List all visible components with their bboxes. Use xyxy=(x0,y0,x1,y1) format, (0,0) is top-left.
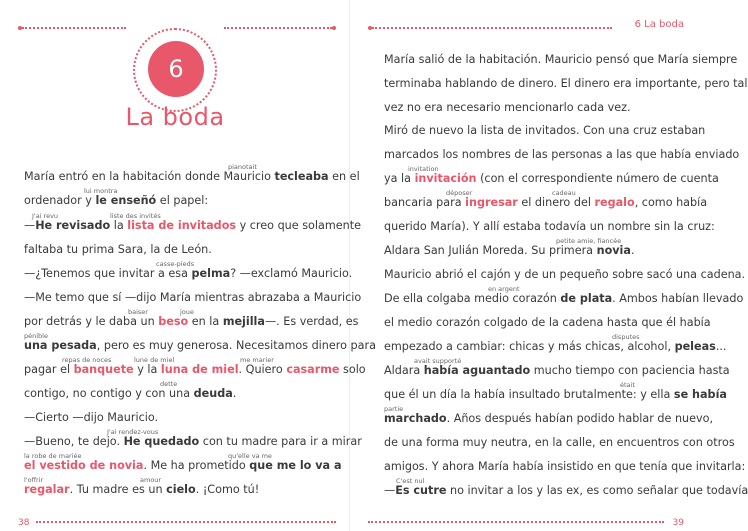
gloss-annotation: amour xyxy=(140,476,162,484)
text-line xyxy=(384,101,631,115)
vocabulary-word: había aguantado xyxy=(423,364,531,377)
text-run: en el xyxy=(328,170,360,183)
vocabulary-word: banquete xyxy=(73,363,134,376)
gloss-annotation: qu'elle va me xyxy=(228,452,272,460)
vocabulary-word: mejilla xyxy=(222,315,265,328)
vocabulary-word: regalo xyxy=(594,196,635,209)
text-run: el medio corazón colgado de la cadena hasta que él había xyxy=(384,316,711,329)
gloss-annotation: C'est nul xyxy=(396,477,425,485)
gloss-annotation: J'ai revu xyxy=(32,212,59,220)
vocabulary-word: lista de invitados xyxy=(127,219,237,232)
right-page xyxy=(350,0,748,531)
vocabulary-word: He quedado xyxy=(123,435,200,448)
text-run: solo xyxy=(339,363,366,376)
decorative-dotted-line xyxy=(368,521,664,523)
vocabulary-word: casarme xyxy=(286,363,340,376)
vocabulary-word: que me lo va a xyxy=(249,459,342,472)
text-line xyxy=(384,460,745,474)
text-run: empezado a cambiar: chicas y más chicas, alcohol, xyxy=(384,340,675,353)
gloss-annotation: déposer xyxy=(446,189,473,197)
text-run: amigos. Y ahora María había insistido en que tenía que invitarla: xyxy=(384,460,746,473)
text-run: no invitar a los y las ex, es como señalar que todavía xyxy=(446,484,748,497)
vocabulary-word: novia xyxy=(596,244,631,257)
text-run: . xyxy=(232,387,237,400)
text-line xyxy=(384,484,748,498)
text-run: — xyxy=(24,219,36,232)
vocabulary-word: luna de miel xyxy=(160,363,239,376)
text-run: pagar el xyxy=(24,363,74,376)
text-line xyxy=(24,194,208,208)
text-run: —Me temo que sí —dijo María mientras abrazaba a Mauricio xyxy=(24,291,362,304)
vocabulary-word: ingresar xyxy=(465,196,518,209)
gloss-annotation: disputes xyxy=(612,333,640,341)
vocabulary-word: regalar xyxy=(24,483,70,496)
vocabulary-word: el vestido de novia xyxy=(24,459,144,472)
text-run: por detrás y le daba un xyxy=(24,315,159,328)
text-run: la xyxy=(110,219,128,232)
gloss-annotation: petite amie, fiancée xyxy=(556,237,622,245)
text-line xyxy=(384,292,743,306)
gloss-annotation: liste des invités xyxy=(110,212,161,220)
text-line xyxy=(24,459,342,473)
vocabulary-word: He revisado xyxy=(35,219,111,232)
gloss-annotation: cadeau xyxy=(552,189,576,197)
text-line xyxy=(24,363,366,377)
text-run: que él un día la había insultado brutalmente: y ella xyxy=(384,388,674,401)
text-run: . Me ha prometido xyxy=(143,459,250,472)
gloss-annotation: me marier xyxy=(240,356,274,364)
gloss-annotation: lune de miel xyxy=(134,356,175,364)
text-run: (con el correspondiente número de cuenta xyxy=(476,172,719,185)
text-run: vez no era necesario mencionarlo cada vez. xyxy=(384,101,631,114)
gloss-annotation: pianotait xyxy=(228,163,257,171)
text-line xyxy=(384,388,727,402)
text-run: de una forma muy neutra, en la calle, en encuentros con otros xyxy=(384,436,735,449)
gloss-annotation: casse-pieds xyxy=(156,260,195,268)
text-run: , pero es muy generosa. Necesitamos dinero para xyxy=(96,339,376,352)
text-run: Mauricio abrió el cajón y de un pequeño sobre sacó una cadena. xyxy=(384,268,746,281)
text-run: mucho tiempo con paciencia hasta xyxy=(530,364,730,377)
vocabulary-word: le enseñó xyxy=(95,194,157,207)
text-line xyxy=(384,436,735,450)
gloss-annotation: partie xyxy=(384,405,404,413)
text-run: . ¡Como tú! xyxy=(195,483,260,496)
decorative-dot xyxy=(368,26,372,30)
text-line xyxy=(384,268,745,282)
text-line xyxy=(384,220,715,234)
text-line xyxy=(24,267,352,281)
vocabulary-word: deuda xyxy=(193,387,233,400)
text-line xyxy=(384,364,730,378)
page-number-left: 38 xyxy=(18,518,30,528)
decorative-dotted-line xyxy=(372,27,612,29)
vocabulary-word: invitación xyxy=(414,172,477,185)
text-run: De ella colgaba medio corazón xyxy=(384,292,561,305)
text-line xyxy=(384,77,748,91)
vocabulary-word: de plata xyxy=(560,292,613,305)
gloss-annotation: lui montra xyxy=(84,187,118,195)
text-line xyxy=(24,219,361,233)
text-line xyxy=(24,243,212,257)
vocabulary-word: cielo xyxy=(166,483,196,496)
gloss-annotation: en argent xyxy=(488,285,520,293)
vocabulary-word: pelma xyxy=(191,267,231,280)
text-run: —Cierto —dijo Mauricio. xyxy=(24,411,159,424)
text-run: bancaria para xyxy=(384,196,466,209)
text-run: ? —exclamó Mauricio. xyxy=(230,267,353,280)
chapter-number: 6 xyxy=(148,41,204,97)
text-run: y la xyxy=(133,363,161,376)
text-line xyxy=(24,291,361,305)
text-run: ... xyxy=(715,340,727,353)
text-line xyxy=(384,340,726,354)
text-line xyxy=(24,315,359,329)
running-header: 6 La boda xyxy=(634,19,684,30)
gloss-annotation: repas de noces xyxy=(62,356,112,364)
gloss-annotation: pénible xyxy=(24,332,48,340)
text-run: el papel: xyxy=(156,194,209,207)
text-line xyxy=(384,244,635,258)
text-run: María salió de la habitación. Mauricio pensó que María siempre xyxy=(384,53,738,66)
text-run: —¿Tenemos que invitar a esa xyxy=(24,267,192,280)
gloss-annotation: était xyxy=(620,381,635,389)
page-number-right: 39 xyxy=(672,518,684,528)
vocabulary-word: Es cutre xyxy=(395,484,447,497)
decorative-dotted-line xyxy=(224,27,332,29)
vocabulary-word: una pesada xyxy=(24,339,97,352)
gloss-annotation: avait supporté xyxy=(414,357,462,365)
vocabulary-word: marchado xyxy=(384,412,447,425)
text-run: ordenador y xyxy=(24,194,96,207)
text-run: . Ambos habían llevado xyxy=(612,292,744,305)
text-line xyxy=(24,411,158,425)
gloss-annotation: joue xyxy=(180,308,194,316)
text-line xyxy=(384,316,711,330)
text-run: —. Es verdad, es xyxy=(264,315,359,328)
decorative-dotted-line xyxy=(22,27,126,29)
text-run: el dinero del xyxy=(517,196,595,209)
decorative-dot xyxy=(332,26,336,30)
text-line xyxy=(384,53,737,67)
text-line xyxy=(24,483,259,497)
text-line xyxy=(384,412,713,426)
text-run: marcados los nombres de las personas a las que había enviado xyxy=(384,148,740,161)
chapter-title: La boda xyxy=(125,103,225,131)
gloss-annotation: baiser xyxy=(128,308,148,316)
text-run: faltaba tu prima Sara, la de León. xyxy=(24,243,212,256)
text-run: Aldara xyxy=(384,364,424,377)
text-line xyxy=(384,196,707,210)
decorative-dot xyxy=(18,26,22,30)
text-run: Miró de nuevo la lista de invitados. Con una cruz estaban xyxy=(384,124,706,137)
text-run: . xyxy=(630,244,635,257)
decorative-dotted-line xyxy=(36,521,336,523)
text-run: terminaba hablando de dinero. El dinero era importante, pero tal xyxy=(384,77,748,90)
text-run: — xyxy=(384,484,396,497)
gloss-annotation: invitation xyxy=(408,165,439,173)
text-run: ya la xyxy=(384,172,415,185)
gloss-annotation: la robe de mariée xyxy=(24,452,82,460)
text-line xyxy=(384,172,719,186)
text-run: con tu madre para ir a mirar xyxy=(199,435,362,448)
vocabulary-word: se había xyxy=(673,388,727,401)
text-run: . Años después habían podido hablar de nuevo, xyxy=(446,412,714,425)
gloss-annotation: l'offrir xyxy=(24,476,44,484)
text-line xyxy=(384,124,705,138)
text-run: contigo, no contigo y con una xyxy=(24,387,194,400)
gloss-annotation: J'ai rendez-vous xyxy=(107,428,159,436)
vocabulary-word: beso xyxy=(158,315,189,328)
vocabulary-word: peleas xyxy=(674,340,716,353)
text-run: . Tu madre es un xyxy=(69,483,167,496)
text-line xyxy=(24,387,236,401)
gloss-annotation: dette xyxy=(160,380,178,388)
text-run: —Bueno, te dejo. xyxy=(24,435,124,448)
text-run: querido María). Y allí estaba todavía un nombre sin la cruz: xyxy=(384,220,715,233)
text-run: en la xyxy=(188,315,223,328)
text-run: y creo que solamente xyxy=(236,219,361,232)
text-line xyxy=(24,339,376,353)
text-run: , como había xyxy=(634,196,708,209)
text-line xyxy=(384,148,739,162)
text-run: Aldara San Julián Moreda. Su primera xyxy=(384,244,597,257)
text-line xyxy=(24,435,362,449)
text-line xyxy=(24,170,360,184)
vocabulary-word: tecleaba xyxy=(274,170,329,183)
text-run: . Quiero xyxy=(238,363,287,376)
text-run: María entró en la habitación donde Mauricio xyxy=(24,170,275,183)
